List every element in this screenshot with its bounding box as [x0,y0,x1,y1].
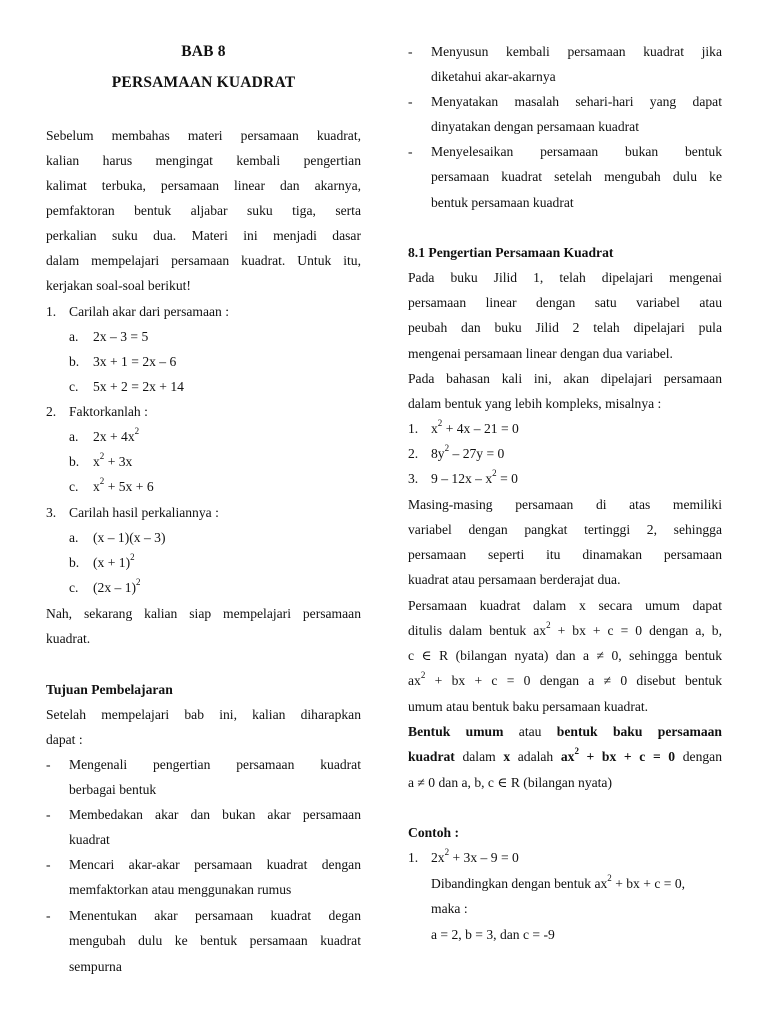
section-heading: 8.1 Pengertian Persamaan Kuadrat [408,245,614,260]
goal-item: - Menyelesaikan persamaan bukan bentuk [408,144,722,159]
goal-item: - Mengenali pengertian persamaan kuadrat [46,757,361,772]
question-2-item: c. $x^2 + 5x + 6$ [69,476,154,494]
chapter-number: BAB 8 [181,43,226,60]
intro-line: Sebelum membahas materi persamaan kuadrat, [46,128,361,143]
para-line: persamaan seperti itu dinamakan persamaan [408,547,722,562]
goal-item-cont: persamaan kuadrat setelah mengubah dulu ke [431,169,722,184]
question-1-item: c. 5x + 2 = 2x + 14 [69,379,184,394]
goal-item-cont: berbagai bentuk [69,782,157,797]
question-1-item: b. 3x + 1 = 2x – 6 [69,354,177,369]
para-line: persamaan linear dengan satu variabel atau [408,295,722,310]
goal-item-cont: diketahui akar-akarnya [431,69,556,84]
tujuan-intro: dapat : [46,732,83,747]
goal-item-cont: memfaktorkan atau menggunakan rumus [69,882,292,897]
question-3: 3. Carilah hasil perkaliannya : [46,505,219,520]
tujuan-intro: Setelah mempelajari bab ini, kalian diharapkan [46,707,361,722]
outro-line: kuadrat. [46,631,91,646]
para-line: c ∈ R (bilangan nyata) dan a ≠ 0, sehingga bentuk [408,648,722,663]
tujuan-heading: Tujuan Pembelajaran [46,682,173,697]
goal-item: - Menentukan akar persamaan kuadrat degan [46,908,361,923]
para-line: Persamaan kuadrat dalam x secara umum dapat [408,598,722,613]
example-equation: 1. $x^2 + 4x - 21 = 0$ [408,418,519,436]
goal-item: - Menyusun kembali persamaan kuadrat jika [408,44,722,59]
goal-item-cont: dinyatakan dengan persamaan kuadrat [431,119,639,134]
question-2: 2. Faktorkanlah : [46,404,148,419]
para-line: dalam bentuk yang lebih kompleks, misalnya : [408,396,662,411]
intro-line: pemfaktoran bentuk aljabar suku tiga, serta [46,203,361,218]
intro-line: kalian harus mengingat kembali pengertian [46,153,361,168]
outro-line: Nah, sekarang kalian siap mempelajari persamaan [46,606,361,621]
para-line: variabel dengan pangkat tertinggi 2, sehingga [408,522,722,537]
para-line: Pada bahasan kali ini, akan dipelajari persamaan [408,371,722,386]
question-3-item: a. (x – 1)(x – 3) [69,530,166,545]
question-2-item: a. $2x + 4x^2$ [69,426,140,444]
para-line: mengenai persamaan linear dengan dua variabel. [408,346,673,361]
para-line: Masing-masing persamaan di atas memiliki [408,497,722,512]
question-3-item: c. (2x – 1)$^2$ [69,577,141,595]
goal-item-cont: sempurna [69,959,122,974]
contoh-line: maka : [431,901,468,916]
chapter-title: PERSAMAAN KUADRAT [111,74,296,91]
intro-line: kerjakan soal-soal berikut! [46,278,191,293]
example-equation: 2. $8y^2 - 27y = 0$ [408,443,505,461]
question-3-item: b. $(x + 1)^2$ [69,552,135,570]
contoh-line: Dibandingkan dengan bentuk $ax^2$ + bx + c = 0, [431,873,686,891]
goal-item: - Membedakan akar dan bukan akar persamaan [46,807,361,822]
goal-item-cont: bentuk persamaan kuadrat [431,195,574,210]
intro-line: perkalian suku dua. Materi ini menjadi dasar [46,228,361,243]
para-line: umum atau bentuk baku persamaan kuadrat. [408,699,649,714]
intro-line: dalam mempelajari persamaan kuadrat. Untuk itu, [46,253,361,268]
para-line: kuadrat atau persamaan berderajat dua. [408,572,621,587]
goal-item: - Menyatakan masalah sehari-hari yang dapat [408,94,722,109]
goal-item: - Mencari akar-akar persamaan kuadrat dengan [46,857,361,872]
para-line: Pada buku Jilid 1, telah dipelajari mengenai [408,270,722,285]
definition-line: a ≠ 0 dan a, b, c ∈ R (bilangan nyata) [408,775,612,790]
goal-item-cont: kuadrat [69,832,110,847]
intro-line: kalimat terbuka, persamaan linear dan akarnya, [46,178,361,193]
para-line: $ax^2$ + bx + c = 0 dengan a ≠ 0 disebut bentuk [408,670,722,688]
definition-line: kuadrat dalam x adalah $ax^2$ + bx + c = 0 dengan [408,746,722,764]
goal-item-cont: mengubah dulu ke bentuk persamaan kuadrat [69,933,361,948]
contoh-equation: 1. $2x^2 + 3x - 9 = 0$ [408,847,519,865]
example-equation: 3. $9 - 12x - x^2 = 0$ [408,468,518,486]
definition-line: Bentuk umum atau bentuk baku persamaan [408,724,722,739]
para-line: ditulis dalam bentuk $ax^2$ + bx + c = 0 dengan a, b, [408,620,722,638]
question-1: 1. Carilah akar dari persamaan : [46,304,230,319]
contoh-heading: Contoh : [408,825,459,840]
question-2-item: b. $x^2 + 3x$ [69,451,133,469]
question-1-item: a. 2x – 3 = 5 [69,329,149,344]
contoh-line: a = 2, b = 3, dan c = -9 [431,927,555,942]
para-line: peubah dan buku Jilid 2 telah dipelajari pula [408,320,722,335]
